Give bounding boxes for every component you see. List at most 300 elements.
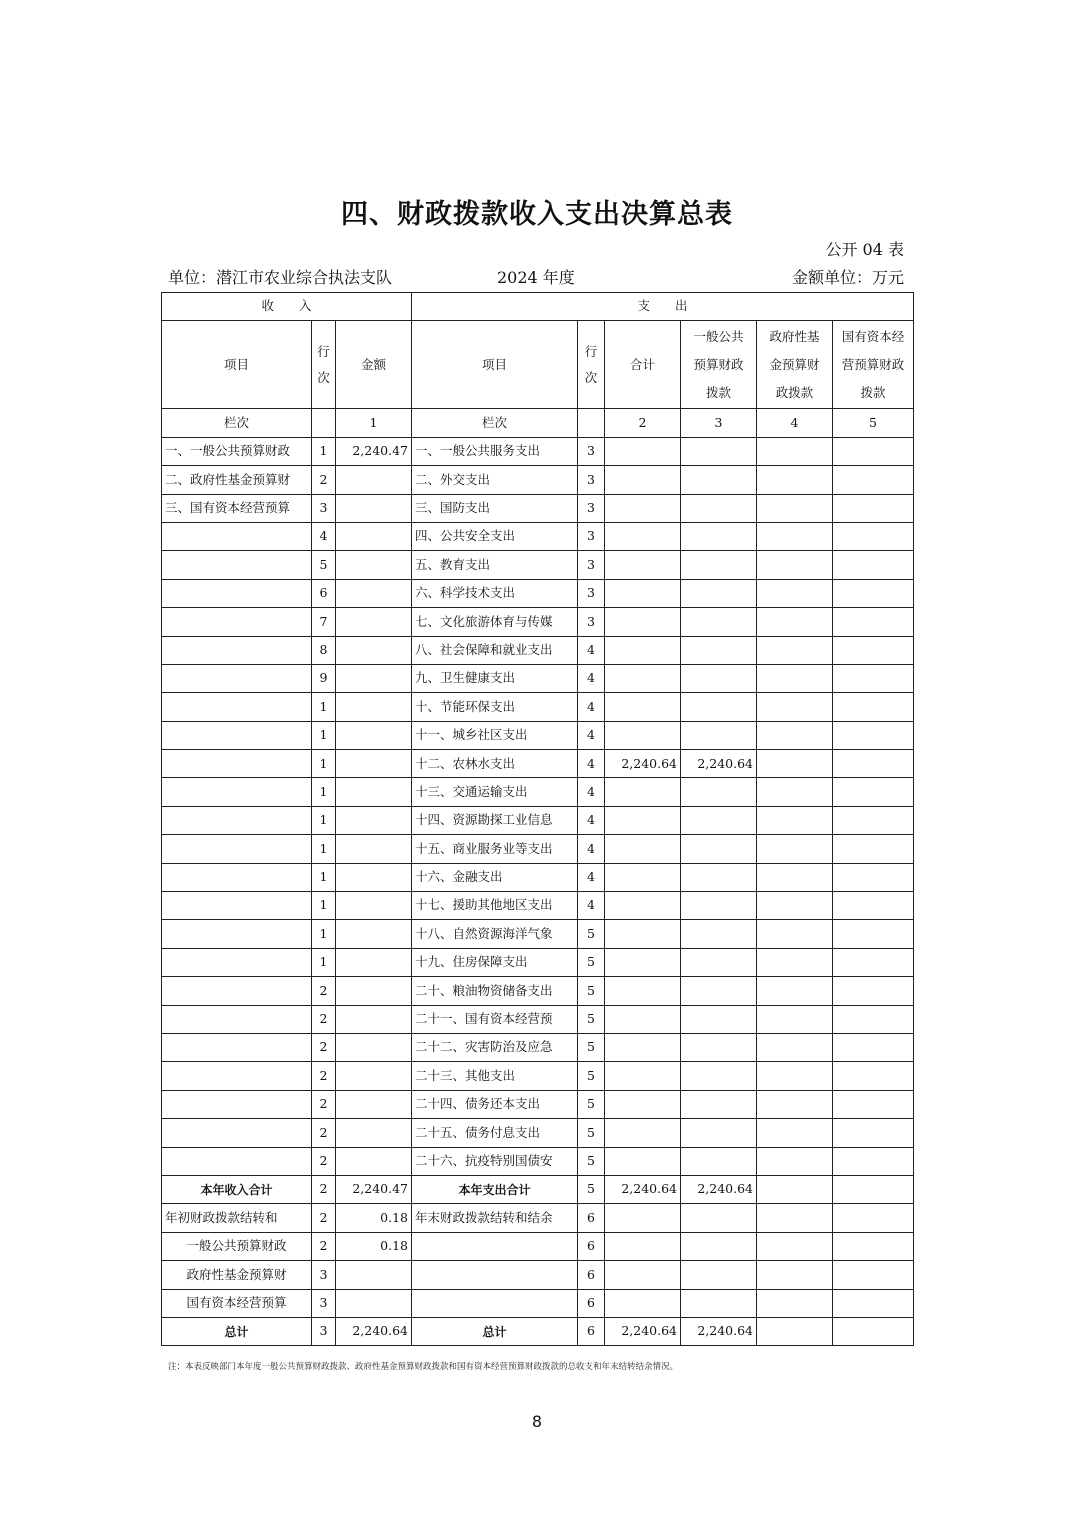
expense-gov-fund	[757, 693, 833, 721]
expense-gov-fund	[757, 863, 833, 891]
expense-gov-fund	[757, 1033, 833, 1061]
expense-line-no: 5	[578, 1090, 605, 1118]
expense-state-capital	[833, 750, 914, 778]
income-item	[162, 551, 312, 579]
expense-gov-fund	[757, 892, 833, 920]
income-line-no: 2	[312, 1090, 336, 1118]
income-line-no: 2	[312, 1062, 336, 1090]
expense-gov-fund	[757, 835, 833, 863]
expense-state-capital	[833, 608, 914, 636]
table-row	[162, 835, 914, 863]
expense-line-no: 5	[578, 977, 605, 1005]
expense-line-no: 6	[578, 1289, 605, 1317]
income-item	[162, 1033, 312, 1061]
income-amount: 0.18	[336, 1204, 412, 1232]
income-item	[162, 920, 312, 948]
income-item	[162, 522, 312, 550]
expense-item: 二十三、其他支出	[412, 1062, 578, 1090]
expense-total	[605, 1033, 681, 1061]
income-item	[162, 750, 312, 778]
expense-item: 十三、交通运输支出	[412, 778, 578, 806]
expense-gov-fund	[757, 1204, 833, 1232]
expense-gov-fund	[757, 977, 833, 1005]
expense-state-capital	[833, 1119, 914, 1147]
expense-total	[605, 835, 681, 863]
expense-state-capital	[833, 636, 914, 664]
income-line-no: 2	[312, 1033, 336, 1061]
table-row	[162, 693, 914, 721]
expense-general-budget	[681, 1005, 757, 1033]
expense-line-no: 4	[578, 778, 605, 806]
expense-gov-fund	[757, 948, 833, 976]
col-index-2: 2	[605, 409, 681, 437]
income-item	[162, 892, 312, 920]
income-line-no: 5	[312, 551, 336, 579]
expense-item: 六、科学技术支出	[412, 579, 578, 607]
expense-line-no: 4	[578, 636, 605, 664]
expense-total	[605, 778, 681, 806]
expense-state-capital	[833, 551, 914, 579]
expense-item: 二十四、债务还本支出	[412, 1090, 578, 1118]
expense-gov-fund	[757, 920, 833, 948]
expense-general-budget: 2,240.64	[681, 750, 757, 778]
expense-line-no: 3	[578, 437, 605, 465]
expense-line-no: 3	[578, 608, 605, 636]
expense-item: 年末财政拨款结转和结余	[412, 1204, 578, 1232]
col-index-1: 1	[336, 409, 412, 437]
column-index-row	[162, 409, 914, 437]
expense-line-no: 3	[578, 522, 605, 550]
expense-total	[605, 948, 681, 976]
expense-item: 十一、城乡社区支出	[412, 721, 578, 749]
gov-fund-header: 政府性基 金预算财 政拨款	[757, 321, 833, 409]
money-unit: 金额单位：万元	[791, 268, 904, 287]
income-item	[162, 1090, 312, 1118]
expense-gov-fund	[757, 806, 833, 834]
income-amount	[336, 466, 412, 494]
income-line-no: 1	[312, 835, 336, 863]
income-line-no: 1	[312, 948, 336, 976]
income-amount: 2,240.64	[336, 1317, 412, 1345]
income-line-no: 1	[312, 437, 336, 465]
summary-row	[162, 1204, 914, 1232]
income-amount	[336, 750, 412, 778]
expense-general-budget	[681, 892, 757, 920]
expense-general-budget	[681, 1119, 757, 1147]
expense-item: 二十六、抗疫特别国债安	[412, 1147, 578, 1175]
income-line-no: 1	[312, 750, 336, 778]
expense-general-budget	[681, 1033, 757, 1061]
expense-total	[605, 664, 681, 692]
expense-state-capital	[833, 1147, 914, 1175]
expense-item: 总计	[412, 1317, 578, 1345]
table-row	[162, 522, 914, 550]
income-line-no: 2	[312, 1204, 336, 1232]
expense-state-capital	[833, 1204, 914, 1232]
expense-general-budget	[681, 494, 757, 522]
table-row	[162, 437, 914, 465]
table-row	[162, 1147, 914, 1175]
income-amount	[336, 693, 412, 721]
table-row	[162, 948, 914, 976]
expense-total	[605, 437, 681, 465]
expense-total	[605, 1204, 681, 1232]
table-row	[162, 494, 914, 522]
expense-line-header: 行 次	[578, 321, 605, 409]
income-amount	[336, 920, 412, 948]
expense-item: 二十、粮油物资储备支出	[412, 977, 578, 1005]
expense-gov-fund	[757, 778, 833, 806]
expense-general-budget	[681, 551, 757, 579]
expense-general-budget	[681, 778, 757, 806]
table-row	[162, 721, 914, 749]
expense-general-budget	[681, 948, 757, 976]
expense-item: 十八、自然资源海洋气象	[412, 920, 578, 948]
expense-general-budget	[681, 1147, 757, 1175]
expense-general-budget	[681, 1090, 757, 1118]
expense-gov-fund	[757, 551, 833, 579]
expense-gov-fund	[757, 1090, 833, 1118]
expense-total	[605, 806, 681, 834]
income-item	[162, 1119, 312, 1147]
income-header: 收 入	[162, 293, 412, 321]
income-line-no: 9	[312, 664, 336, 692]
expense-item: 一、一般公共服务支出	[412, 437, 578, 465]
table-row	[162, 551, 914, 579]
expense-state-capital	[833, 579, 914, 607]
income-amount	[336, 1062, 412, 1090]
expense-item-header: 项目	[412, 321, 578, 409]
income-amount	[336, 977, 412, 1005]
expense-general-budget	[681, 664, 757, 692]
expense-state-capital	[833, 920, 914, 948]
income-amount: 2,240.47	[336, 1175, 412, 1203]
expense-gov-fund	[757, 608, 833, 636]
expense-state-capital	[833, 1005, 914, 1033]
income-line-no: 3	[312, 1317, 336, 1345]
general-budget-header: 一般公共 预算财政 拨款	[681, 321, 757, 409]
table-note: 注：本表反映部门本年度一般公共预算财政拨款、政府性基金预算财政拨款和国有资本经营预算财政拨款的总收支和年末结转结余情况。	[168, 1362, 679, 1372]
income-line-no: 2	[312, 1175, 336, 1203]
expense-state-capital	[833, 1232, 914, 1260]
expense-state-capital	[833, 466, 914, 494]
summary-row	[162, 1317, 914, 1345]
income-amount	[336, 579, 412, 607]
expense-line-no: 4	[578, 835, 605, 863]
expense-line-no: 4	[578, 892, 605, 920]
expense-line-no: 6	[578, 1204, 605, 1232]
income-amount	[336, 1033, 412, 1061]
income-item-header: 项目	[162, 321, 312, 409]
income-amount	[336, 636, 412, 664]
income-item	[162, 977, 312, 1005]
income-item	[162, 721, 312, 749]
income-line-no: 2	[312, 1232, 336, 1260]
expense-general-budget	[681, 466, 757, 494]
expense-line-no: 3	[578, 494, 605, 522]
expense-line-no: 4	[578, 664, 605, 692]
header-row-columns	[162, 321, 914, 409]
table-row	[162, 1005, 914, 1033]
table-row	[162, 750, 914, 778]
income-amount-header: 金额	[336, 321, 412, 409]
fiscal-year: 2024 年度	[497, 268, 575, 287]
expense-general-budget	[681, 977, 757, 1005]
expense-general-budget	[681, 1261, 757, 1289]
table-row	[162, 806, 914, 834]
income-amount	[336, 778, 412, 806]
expense-total	[605, 721, 681, 749]
summary-row	[162, 1175, 914, 1203]
income-line-header: 行 次	[312, 321, 336, 409]
fiscal-summary-table	[161, 292, 914, 1346]
expense-state-capital	[833, 863, 914, 891]
income-line-no: 1	[312, 806, 336, 834]
income-line-no: 2	[312, 1147, 336, 1175]
expense-state-capital	[833, 522, 914, 550]
income-line-no: 2	[312, 1119, 336, 1147]
expense-gov-fund	[757, 1232, 833, 1260]
income-amount	[336, 1261, 412, 1289]
income-amount	[336, 1289, 412, 1317]
expense-state-capital	[833, 1062, 914, 1090]
income-amount	[336, 608, 412, 636]
col-index-4: 4	[757, 409, 833, 437]
income-line-no: 3	[312, 1261, 336, 1289]
expense-state-capital	[833, 494, 914, 522]
income-amount	[336, 1090, 412, 1118]
expense-item	[412, 1289, 578, 1317]
expense-item: 十四、资源勘探工业信息	[412, 806, 578, 834]
summary-row	[162, 1289, 914, 1317]
income-item	[162, 608, 312, 636]
income-item: 总计	[162, 1317, 312, 1345]
income-line-no: 1	[312, 892, 336, 920]
income-line-no: 8	[312, 636, 336, 664]
expense-item: 十七、援助其他地区支出	[412, 892, 578, 920]
expense-general-budget	[681, 1204, 757, 1232]
header-row-top	[162, 293, 914, 321]
income-item: 二、政府性基金预算财	[162, 466, 312, 494]
income-item	[162, 636, 312, 664]
page-number: 8	[531, 1412, 543, 1431]
table-row	[162, 1119, 914, 1147]
expense-item: 二十五、债务付息支出	[412, 1119, 578, 1147]
expense-state-capital	[833, 1090, 914, 1118]
table-row	[162, 1090, 914, 1118]
expense-line-no: 4	[578, 721, 605, 749]
expense-item: 本年支出合计	[412, 1175, 578, 1203]
expense-total	[605, 977, 681, 1005]
expense-state-capital	[833, 778, 914, 806]
expense-state-capital	[833, 1261, 914, 1289]
expense-gov-fund	[757, 1261, 833, 1289]
expense-gov-fund	[757, 1317, 833, 1345]
expense-general-budget	[681, 920, 757, 948]
expense-line-no: 5	[578, 1147, 605, 1175]
income-item: 政府性基金预算财	[162, 1261, 312, 1289]
income-item	[162, 948, 312, 976]
expense-total	[605, 892, 681, 920]
expense-total	[605, 579, 681, 607]
income-amount	[336, 835, 412, 863]
expense-gov-fund	[757, 664, 833, 692]
expense-general-budget	[681, 721, 757, 749]
table-row	[162, 636, 914, 664]
expense-general-budget	[681, 608, 757, 636]
expense-total: 2,240.64	[605, 1317, 681, 1345]
expense-total	[605, 920, 681, 948]
expense-state-capital	[833, 1175, 914, 1203]
table-row	[162, 977, 914, 1005]
expense-total	[605, 863, 681, 891]
table-row	[162, 863, 914, 891]
income-item: 一、一般公共预算财政	[162, 437, 312, 465]
income-item	[162, 1062, 312, 1090]
income-item: 年初财政拨款结转和	[162, 1204, 312, 1232]
table-row	[162, 579, 914, 607]
expense-total	[605, 636, 681, 664]
expense-total: 2,240.64	[605, 1175, 681, 1203]
expense-general-budget	[681, 1062, 757, 1090]
expense-total	[605, 608, 681, 636]
expense-line-no: 4	[578, 806, 605, 834]
income-item	[162, 579, 312, 607]
table-row	[162, 466, 914, 494]
expense-total	[605, 522, 681, 550]
expense-general-budget	[681, 437, 757, 465]
total-header: 合计	[605, 321, 681, 409]
expense-general-budget	[681, 806, 757, 834]
expense-line-no: 3	[578, 466, 605, 494]
summary-row	[162, 1232, 914, 1260]
expense-state-capital	[833, 1317, 914, 1345]
income-line-no: 7	[312, 608, 336, 636]
expense-general-budget	[681, 1289, 757, 1317]
expense-state-capital	[833, 437, 914, 465]
table-row	[162, 664, 914, 692]
income-amount	[336, 494, 412, 522]
income-amount	[336, 1147, 412, 1175]
col-index-3: 3	[681, 409, 757, 437]
income-item	[162, 693, 312, 721]
income-line-no: 3	[312, 1289, 336, 1317]
expense-item: 十、节能环保支出	[412, 693, 578, 721]
income-amount	[336, 522, 412, 550]
expense-item: 十九、住房保障支出	[412, 948, 578, 976]
state-capital-header: 国有资本经 营预算财政 拨款	[833, 321, 914, 409]
expense-state-capital	[833, 892, 914, 920]
expense-line-no: 4	[578, 693, 605, 721]
expense-item	[412, 1261, 578, 1289]
expense-general-budget	[681, 522, 757, 550]
expense-gov-fund	[757, 1175, 833, 1203]
expense-total	[605, 494, 681, 522]
expense-item: 二十二、灾害防治及应急	[412, 1033, 578, 1061]
expense-total	[605, 1062, 681, 1090]
expense-item: 四、公共安全支出	[412, 522, 578, 550]
expense-item: 五、教育支出	[412, 551, 578, 579]
expense-total	[605, 1261, 681, 1289]
expense-item: 三、国防支出	[412, 494, 578, 522]
expense-gov-fund	[757, 1062, 833, 1090]
col-index-5: 5	[833, 409, 914, 437]
expense-line-no: 3	[578, 579, 605, 607]
income-line-no: 4	[312, 522, 336, 550]
expense-general-budget	[681, 1232, 757, 1260]
expense-item: 九、卫生健康支出	[412, 664, 578, 692]
expense-item: 十二、农林水支出	[412, 750, 578, 778]
income-amount	[336, 551, 412, 579]
income-item	[162, 1147, 312, 1175]
expense-col-label: 栏次	[412, 409, 578, 437]
expense-total	[605, 1090, 681, 1118]
expense-state-capital	[833, 664, 914, 692]
expense-general-budget: 2,240.64	[681, 1175, 757, 1203]
income-line-no: 2	[312, 977, 336, 1005]
expense-total	[605, 693, 681, 721]
expense-line-no: 6	[578, 1261, 605, 1289]
expense-state-capital	[833, 948, 914, 976]
income-amount	[336, 721, 412, 749]
income-amount	[336, 892, 412, 920]
income-line-no: 1	[312, 778, 336, 806]
income-item	[162, 778, 312, 806]
expense-gov-fund	[757, 494, 833, 522]
expense-line-no: 4	[578, 863, 605, 891]
expense-general-budget	[681, 863, 757, 891]
expense-state-capital	[833, 1033, 914, 1061]
expense-gov-fund	[757, 1119, 833, 1147]
expense-line-no: 6	[578, 1317, 605, 1345]
expense-total	[605, 551, 681, 579]
income-line-no: 1	[312, 920, 336, 948]
income-line-no: 6	[312, 579, 336, 607]
expense-state-capital	[833, 721, 914, 749]
income-item: 一般公共预算财政	[162, 1232, 312, 1260]
income-item	[162, 863, 312, 891]
income-line-no: 2	[312, 466, 336, 494]
income-line-no: 1	[312, 721, 336, 749]
expense-line-no: 5	[578, 1062, 605, 1090]
income-amount	[336, 1005, 412, 1033]
expense-item	[412, 1232, 578, 1260]
expense-item: 十五、商业服务业等支出	[412, 835, 578, 863]
income-line-no: 1	[312, 863, 336, 891]
form-number: 公开 04 表	[825, 240, 904, 259]
expense-line-no: 6	[578, 1232, 605, 1260]
expense-line-no: 5	[578, 1175, 605, 1203]
expense-gov-fund	[757, 750, 833, 778]
page-title: 四、财政拨款收入支出决算总表	[341, 199, 733, 230]
income-item: 本年收入合计	[162, 1175, 312, 1203]
expense-gov-fund	[757, 636, 833, 664]
expense-gov-fund	[757, 579, 833, 607]
expense-line-no: 5	[578, 1033, 605, 1061]
table-row	[162, 1062, 914, 1090]
expense-line-no: 5	[578, 1119, 605, 1147]
expense-gov-fund	[757, 466, 833, 494]
summary-row	[162, 1261, 914, 1289]
income-item	[162, 664, 312, 692]
reporting-unit: 单位：潜江市农业综合执法支队	[168, 268, 393, 287]
table-row	[162, 1033, 914, 1061]
expense-state-capital	[833, 806, 914, 834]
expense-line-no: 3	[578, 551, 605, 579]
expense-gov-fund	[757, 522, 833, 550]
income-amount	[336, 806, 412, 834]
income-amount: 2,240.47	[336, 437, 412, 465]
